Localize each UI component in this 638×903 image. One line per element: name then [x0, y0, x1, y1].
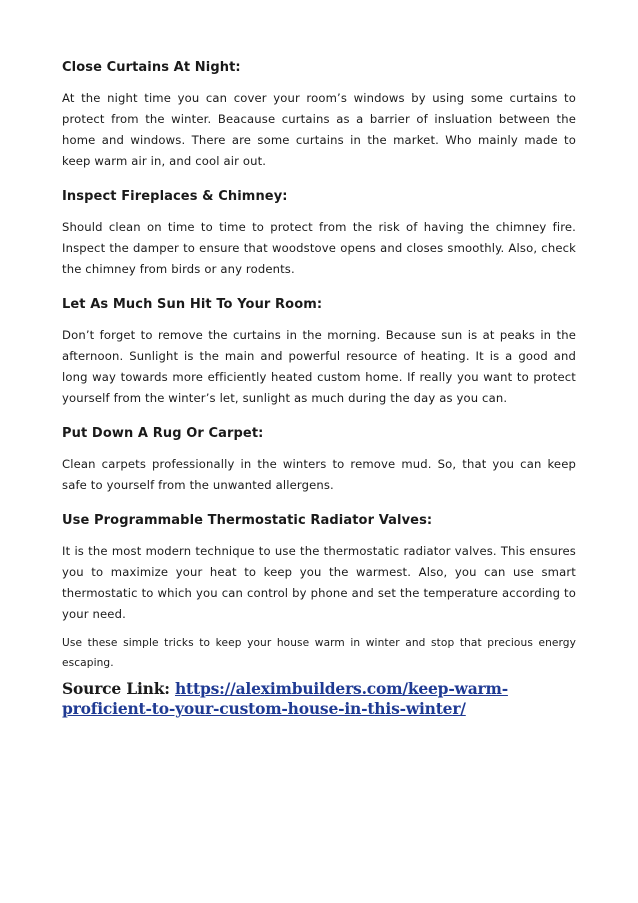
section-thermostatic-valves [62, 511, 576, 625]
section-heading: Inspect Fireplaces & Chimney: [62, 189, 288, 204]
document-page [62, 58, 576, 719]
section-body: Should clean on time to time to protect from the risk of having the chimney fire. Inspect the damper to ensure that woodstove opens and closes smoothly. Also, check the chimney from birds or any rodents. [62, 220, 576, 276]
section-heading: Put Down A Rug Or Carpet: [62, 426, 264, 441]
section-sun-hit [62, 295, 576, 409]
section-heading: Use Programmable Thermostatic Radiator Valves: [62, 513, 433, 528]
section-heading: Close Curtains At Night: [62, 60, 241, 75]
section-heading: Let As Much Sun Hit To Your Room: [62, 297, 323, 312]
section-close-curtains [62, 58, 576, 172]
source-link[interactable]: https://aleximbuilders.com/keep-warm-proficient-to-your-custom-house-in-this-winter/ [62, 679, 508, 718]
section-body: Clean carpets professionally in the winters to remove mud. So, that you can keep safe to yourself from the unwanted allergens. [62, 457, 576, 492]
section-inspect-fireplaces [62, 187, 576, 280]
section-rug-carpet [62, 424, 576, 496]
section-body: At the night time you can cover your room’s windows by using some curtains to protect from the winter. Beacause curtains as a barrier of insluation between the home and windows. There are some curtains in the market. Who mainly made to keep warm air in, and cool air out. [62, 91, 576, 168]
section-body: Don’t forget to remove the curtains in the morning. Because sun is at peaks in the afternoon. Sunlight is the main and powerful resource of heating. It is a good and long way towards more efficiently heated custom home. If really you want to protect yourself from the winter’s let, sunlight as much during the day as you can. [62, 328, 576, 405]
section-body: It is the most modern technique to use the thermostatic radiator valves. This ensures you to maximize your heat to keep you the warmest. Also, you can use smart thermostatic to which you can control by phone and set the temperature according to your need. [62, 544, 576, 621]
closing-paragraph: Use these simple tricks to keep your house warm in winter and stop that precious energy escaping. [62, 637, 576, 669]
source-link-line [62, 679, 576, 719]
source-label: Source Link: [62, 679, 170, 698]
